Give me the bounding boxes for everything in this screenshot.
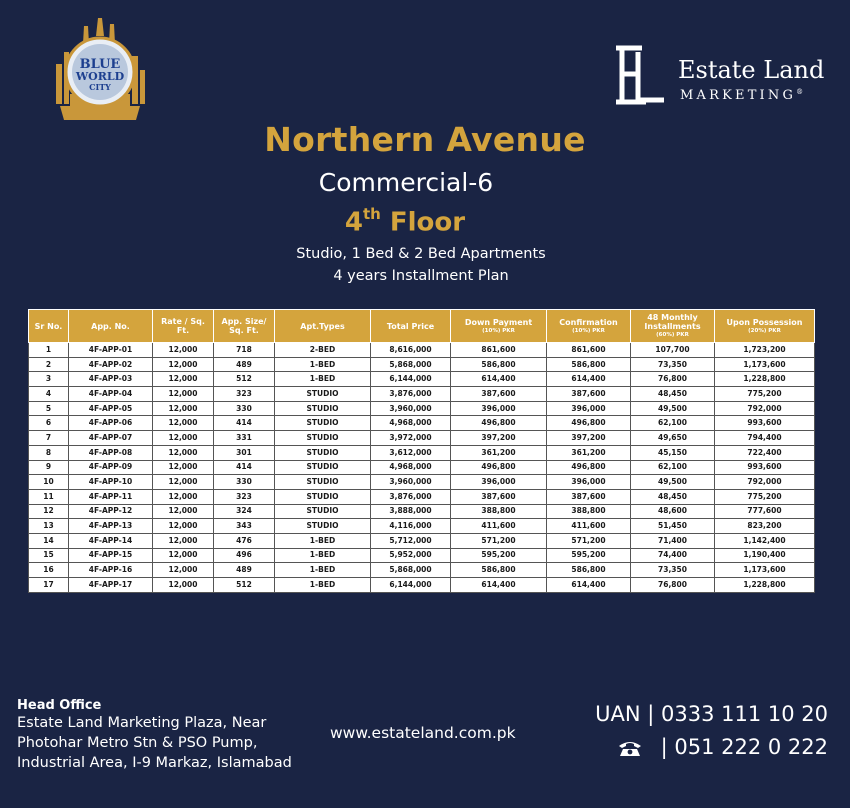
table-cell: 51,450 — [631, 519, 715, 534]
table-cell: 792,000 — [715, 401, 815, 416]
table-cell: 489 — [214, 563, 275, 578]
table-cell: 12,000 — [153, 372, 214, 387]
table-cell: 777,600 — [715, 504, 815, 519]
logo-text-line1: BLUE — [79, 57, 121, 72]
table-cell: 13 — [29, 519, 69, 534]
table-cell: 74,400 — [631, 548, 715, 563]
table-cell: 4F-APP-06 — [69, 416, 153, 431]
table-cell: 411,600 — [547, 519, 631, 534]
table-cell: 330 — [214, 475, 275, 490]
table-cell: 1-BED — [275, 563, 371, 578]
table-cell: 794,400 — [715, 431, 815, 446]
table-cell: 5,712,000 — [371, 533, 451, 548]
table-cell: 16 — [29, 563, 69, 578]
table-cell: 12,000 — [153, 548, 214, 563]
table-cell: 993,600 — [715, 460, 815, 475]
table-row — [29, 563, 815, 578]
table-cell: 4F-APP-02 — [69, 357, 153, 372]
table-cell: 12,000 — [153, 387, 214, 402]
apartment-types-description: Studio, 1 Bed & 2 Bed Apartments — [296, 246, 546, 262]
table-cell: 48,600 — [631, 504, 715, 519]
logo-text-line2: WORLD — [75, 70, 125, 83]
phone-number: | 051 222 0 222 — [660, 735, 828, 759]
table-cell: 4F-APP-04 — [69, 387, 153, 402]
table-cell: STUDIO — [275, 489, 371, 504]
phone-number-block[interactable] — [617, 735, 828, 759]
table-cell: 48,450 — [631, 489, 715, 504]
table-cell: 775,200 — [715, 489, 815, 504]
table-cell: 5,952,000 — [371, 548, 451, 563]
table-cell: 48,450 — [631, 387, 715, 402]
table-cell: 388,800 — [547, 504, 631, 519]
column-header: Apt.Types — [275, 310, 371, 343]
table-row — [29, 416, 815, 431]
column-header: Upon Possession (20%) PKR — [715, 310, 815, 343]
table-cell: 49,650 — [631, 431, 715, 446]
table-cell: 4F-APP-17 — [69, 578, 153, 593]
column-header: Confirmation (10%) PKR — [547, 310, 631, 343]
table-cell: 5 — [29, 401, 69, 416]
table-cell: 12 — [29, 504, 69, 519]
column-header: 48 Monthly Installments (60%) PKR — [631, 310, 715, 343]
table-cell: 571,200 — [547, 533, 631, 548]
table-cell: 3,876,000 — [371, 387, 451, 402]
table-cell: 4F-APP-07 — [69, 431, 153, 446]
table-cell: 4F-APP-01 — [69, 343, 153, 358]
table-cell: 993,600 — [715, 416, 815, 431]
table-cell: 71,400 — [631, 533, 715, 548]
table-cell: 76,800 — [631, 578, 715, 593]
table-cell: 4F-APP-15 — [69, 548, 153, 563]
table-cell: 595,200 — [547, 548, 631, 563]
table-cell: 1-BED — [275, 578, 371, 593]
table-cell: 4F-APP-09 — [69, 460, 153, 475]
table-cell: 4,968,000 — [371, 416, 451, 431]
table-cell: STUDIO — [275, 387, 371, 402]
table-cell: 586,800 — [547, 357, 631, 372]
blue-world-city-logo — [40, 14, 160, 126]
estate-land-tagline: MARKETING® — [680, 88, 804, 103]
table-cell: 4F-APP-05 — [69, 401, 153, 416]
table-cell: 1,228,800 — [715, 372, 815, 387]
table-cell: 1 — [29, 343, 69, 358]
table-cell: 1,173,600 — [715, 563, 815, 578]
table-cell: 3,972,000 — [371, 431, 451, 446]
table-cell: 722,400 — [715, 445, 815, 460]
table-cell: 6 — [29, 416, 69, 431]
table-cell: 496 — [214, 548, 275, 563]
table-cell: 823,200 — [715, 519, 815, 534]
table-cell: 12,000 — [153, 416, 214, 431]
table-row — [29, 387, 815, 402]
table-cell: 11 — [29, 489, 69, 504]
table-cell: 4,116,000 — [371, 519, 451, 534]
table-cell: 330 — [214, 401, 275, 416]
table-cell: 323 — [214, 387, 275, 402]
table-cell: 2 — [29, 357, 69, 372]
table-cell: 12,000 — [153, 357, 214, 372]
table-row — [29, 504, 815, 519]
table-cell: 387,600 — [547, 387, 631, 402]
table-cell: 12,000 — [153, 578, 214, 593]
table-row — [29, 578, 815, 593]
table-cell: 301 — [214, 445, 275, 460]
column-header: App. Size/ Sq. Ft. — [214, 310, 275, 343]
table-cell: 3,960,000 — [371, 475, 451, 490]
table-cell: 107,700 — [631, 343, 715, 358]
telephone-icon — [617, 739, 643, 757]
table-cell: 414 — [214, 460, 275, 475]
table-cell: 614,400 — [547, 372, 631, 387]
table-cell: STUDIO — [275, 460, 371, 475]
table-cell: 3,876,000 — [371, 489, 451, 504]
table-cell: 496,800 — [451, 460, 547, 475]
price-table — [28, 309, 814, 593]
table-row — [29, 460, 815, 475]
address-line: Estate Land Marketing Plaza, Near — [17, 715, 267, 731]
table-row — [29, 431, 815, 446]
table-cell: 1-BED — [275, 533, 371, 548]
estate-land-name: Estate Land — [678, 56, 825, 84]
head-office-block — [17, 698, 292, 773]
table-cell: 4 — [29, 387, 69, 402]
column-header: Down Payment (10%) PKR — [451, 310, 547, 343]
table-cell: 595,200 — [451, 548, 547, 563]
table-row — [29, 357, 815, 372]
table-cell: 2-BED — [275, 343, 371, 358]
table-cell: 49,500 — [631, 475, 715, 490]
table-cell: 1-BED — [275, 357, 371, 372]
table-row — [29, 401, 815, 416]
table-row — [29, 548, 815, 563]
table-cell: 397,200 — [547, 431, 631, 446]
table-cell: 3,612,000 — [371, 445, 451, 460]
table-cell: 6,144,000 — [371, 372, 451, 387]
table-cell: 397,200 — [451, 431, 547, 446]
head-office-label: Head Office — [17, 698, 102, 713]
table-cell: 512 — [214, 372, 275, 387]
table-cell: 12,000 — [153, 445, 214, 460]
address-line: Photohar Metro Stn & PSO Pump, — [17, 735, 258, 751]
table-cell: 396,000 — [451, 401, 547, 416]
table-cell: 512 — [214, 578, 275, 593]
table-cell: 792,000 — [715, 475, 815, 490]
table-cell: 387,600 — [547, 489, 631, 504]
table-cell: 1-BED — [275, 372, 371, 387]
table-cell: 4F-APP-08 — [69, 445, 153, 460]
el-monogram-icon — [612, 44, 672, 106]
table-cell: 8 — [29, 445, 69, 460]
installment-plan-description: 4 years Installment Plan — [333, 268, 509, 284]
table-cell: 1-BED — [275, 548, 371, 563]
table-cell: 73,350 — [631, 357, 715, 372]
table-cell: 496,800 — [547, 460, 631, 475]
table-cell: 12,000 — [153, 343, 214, 358]
table-row — [29, 343, 815, 358]
table-cell: 489 — [214, 357, 275, 372]
column-header: Sr No. — [29, 310, 69, 343]
table-cell: STUDIO — [275, 519, 371, 534]
table-cell: 10 — [29, 475, 69, 490]
table-cell: 476 — [214, 533, 275, 548]
table-cell: 388,800 — [451, 504, 547, 519]
table-cell: 49,500 — [631, 401, 715, 416]
table-cell: 1,190,400 — [715, 548, 815, 563]
table-cell: 387,600 — [451, 489, 547, 504]
website-link[interactable]: www.estateland.com.pk — [330, 724, 516, 742]
table-cell: 6,144,000 — [371, 578, 451, 593]
table-cell: 324 — [214, 504, 275, 519]
table-cell: 12,000 — [153, 460, 214, 475]
table-cell: 4F-APP-13 — [69, 519, 153, 534]
floor-heading: 4th Floor — [344, 205, 466, 238]
table-cell: 12,000 — [153, 533, 214, 548]
table-row — [29, 445, 815, 460]
column-header: Rate / Sq. Ft. — [153, 310, 214, 343]
table-cell: STUDIO — [275, 416, 371, 431]
table-cell: 496,800 — [547, 416, 631, 431]
table-cell: 12,000 — [153, 519, 214, 534]
table-header-row — [29, 310, 815, 343]
table-cell: 396,000 — [547, 401, 631, 416]
table-cell: 4F-APP-16 — [69, 563, 153, 578]
table-cell: 12,000 — [153, 475, 214, 490]
table-cell: 496,800 — [451, 416, 547, 431]
table-cell: 361,200 — [547, 445, 631, 460]
table-cell: 414 — [214, 416, 275, 431]
table-cell: 4,968,000 — [371, 460, 451, 475]
table-row — [29, 489, 815, 504]
table-cell: 361,200 — [451, 445, 547, 460]
table-cell: 4F-APP-10 — [69, 475, 153, 490]
table-cell: 76,800 — [631, 372, 715, 387]
table-cell: 331 — [214, 431, 275, 446]
table-cell: 3 — [29, 372, 69, 387]
page-subtitle: Commercial-6 — [318, 168, 494, 197]
table-cell: 387,600 — [451, 387, 547, 402]
table-cell: STUDIO — [275, 504, 371, 519]
table-cell: 62,100 — [631, 416, 715, 431]
table-row — [29, 519, 815, 534]
table-cell: 614,400 — [451, 372, 547, 387]
table-row — [29, 533, 815, 548]
table-cell: 8,616,000 — [371, 343, 451, 358]
table-cell: 5,868,000 — [371, 563, 451, 578]
table-cell: 12,000 — [153, 401, 214, 416]
estate-land-logo — [612, 44, 832, 110]
table-cell: 718 — [214, 343, 275, 358]
table-cell: STUDIO — [275, 401, 371, 416]
table-cell: 586,800 — [451, 563, 547, 578]
page-title: Northern Avenue — [264, 120, 586, 159]
table-cell: 17 — [29, 578, 69, 593]
table-cell: 586,800 — [451, 357, 547, 372]
table-cell: 861,600 — [547, 343, 631, 358]
table-cell: 396,000 — [451, 475, 547, 490]
table-cell: 4F-APP-11 — [69, 489, 153, 504]
table-row — [29, 372, 815, 387]
table-cell: 62,100 — [631, 460, 715, 475]
table-cell: 7 — [29, 431, 69, 446]
table-cell: 343 — [214, 519, 275, 534]
table-cell: 323 — [214, 489, 275, 504]
table-cell: 1,142,400 — [715, 533, 815, 548]
table-cell: 1,173,600 — [715, 357, 815, 372]
table-cell: 614,400 — [547, 578, 631, 593]
table-cell: STUDIO — [275, 475, 371, 490]
logo-text-line3: CITY — [89, 82, 111, 92]
table-cell: 4F-APP-14 — [69, 533, 153, 548]
table-cell: 5,868,000 — [371, 357, 451, 372]
table-cell: 12,000 — [153, 431, 214, 446]
table-cell: 861,600 — [451, 343, 547, 358]
table-cell: 14 — [29, 533, 69, 548]
table-cell: 4F-APP-12 — [69, 504, 153, 519]
table-cell: 3,888,000 — [371, 504, 451, 519]
table-cell: 571,200 — [451, 533, 547, 548]
table-cell: 775,200 — [715, 387, 815, 402]
table-cell: 4F-APP-03 — [69, 372, 153, 387]
table-cell: 9 — [29, 460, 69, 475]
table-cell: 3,960,000 — [371, 401, 451, 416]
table-cell: 614,400 — [451, 578, 547, 593]
address-line: Industrial Area, I-9 Markaz, Islamabad — [17, 755, 292, 771]
table-cell: 12,000 — [153, 489, 214, 504]
table-cell: 1,723,200 — [715, 343, 815, 358]
table-cell: 45,150 — [631, 445, 715, 460]
table-cell: 1,228,800 — [715, 578, 815, 593]
table-cell: STUDIO — [275, 445, 371, 460]
table-cell: 12,000 — [153, 563, 214, 578]
table-cell: 73,350 — [631, 563, 715, 578]
uan-number[interactable]: UAN | 0333 111 10 20 — [595, 702, 828, 726]
column-header: Total Price — [371, 310, 451, 343]
table-cell: 586,800 — [547, 563, 631, 578]
table-cell: 12,000 — [153, 504, 214, 519]
table-cell: 411,600 — [451, 519, 547, 534]
table-body — [29, 343, 815, 593]
table-cell: 15 — [29, 548, 69, 563]
table-cell: 396,000 — [547, 475, 631, 490]
table-row — [29, 475, 815, 490]
column-header: App. No. — [69, 310, 153, 343]
table-cell: STUDIO — [275, 431, 371, 446]
